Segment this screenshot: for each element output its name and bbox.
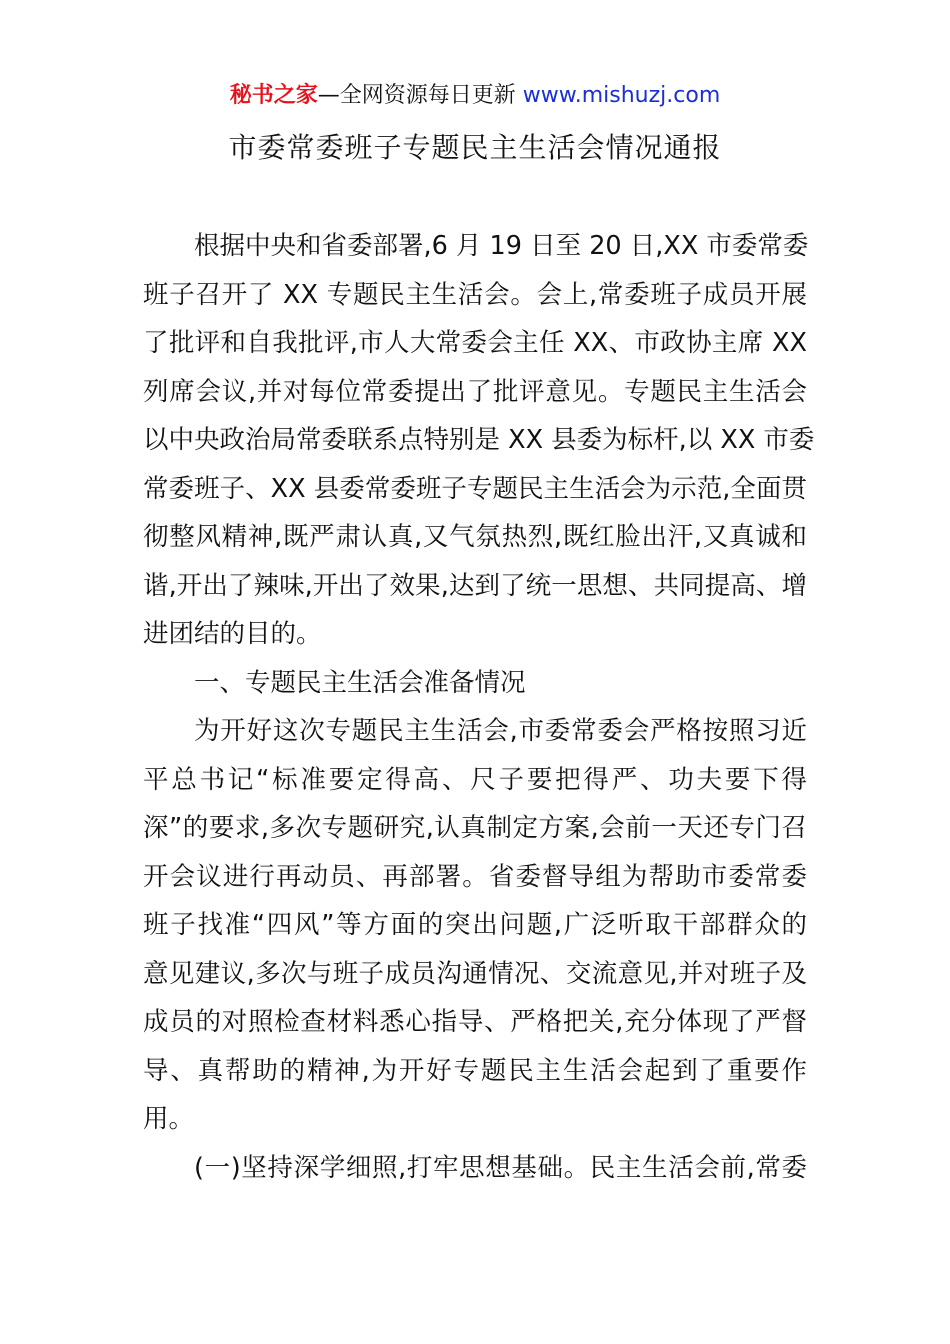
- body-line: 常委班子、XX 县委常委班子专题民主生活会为示范,全面贯: [143, 473, 807, 504]
- body-line: 以中央政治局常委联系点特别是 XX 县委为标杆,以 XX 市委: [143, 425, 815, 455]
- body-line: 根据中央和省委部署,6 月 19 日至 20 日,XX 市委常委: [194, 231, 809, 261]
- body-line: 了批评和自我批评,市人大常委会主任 XX、市政协主席 XX: [143, 328, 807, 358]
- body-line: 平总书记“标准要定得高、尺子要把得严、功夫要下得: [143, 764, 807, 795]
- site-header: [0, 80, 950, 112]
- subsection-line: (一)坚持深学细照,打牢思想基础。民主生活会前,常委: [194, 1152, 807, 1183]
- body-line: 深”的要求,多次专题研究,认真制定方案,会前一天还专门召: [143, 813, 807, 843]
- body-line: 班子召开了 XX 专题民主生活会。会上,常委班子成员开展: [143, 279, 807, 310]
- body-line: 意见建议,多次与班子成员沟通情况、交流意见,并对班子及: [143, 958, 807, 989]
- body-line: 为开好这次专题民主生活会,市委常委会严格按照习近: [194, 716, 807, 746]
- body-line: 开会议进行再动员、再部署。省委督导组为帮助市委常委: [143, 861, 807, 892]
- site-url-link[interactable]: www.mishuzj.com: [522, 83, 721, 108]
- body-line: 用。: [143, 1104, 195, 1134]
- body-line: 班子找准“四风”等方面的突出问题,广泛听取干部群众的: [143, 910, 807, 940]
- site-tagline: —全网资源每日更新: [317, 83, 523, 108]
- section-heading: 一、专题民主生活会准备情况: [194, 667, 526, 698]
- brand-name: 秘书之家: [229, 83, 318, 108]
- body-line: 进团结的目的。: [143, 619, 322, 649]
- body-line: 彻整风精神,既严肃认真,又气氛热烈,既红脸出汗,又真诚和: [143, 522, 807, 552]
- document-title: 市委常委班子专题民主生活会情况通报: [228, 131, 722, 164]
- body-line: 成员的对照检查材料悉心指导、严格把关,充分体现了严督: [143, 1007, 807, 1037]
- body-line: 列席会议,并对每位常委提出了批评意见。专题民主生活会: [143, 376, 807, 407]
- body-line: 导、真帮助的精神,为开好专题民主生活会起到了重要作: [143, 1055, 807, 1086]
- body-line: 谐,开出了辣味,开出了效果,达到了统一思想、共同提高、增: [143, 570, 807, 601]
- document-body: [143, 222, 815, 1192]
